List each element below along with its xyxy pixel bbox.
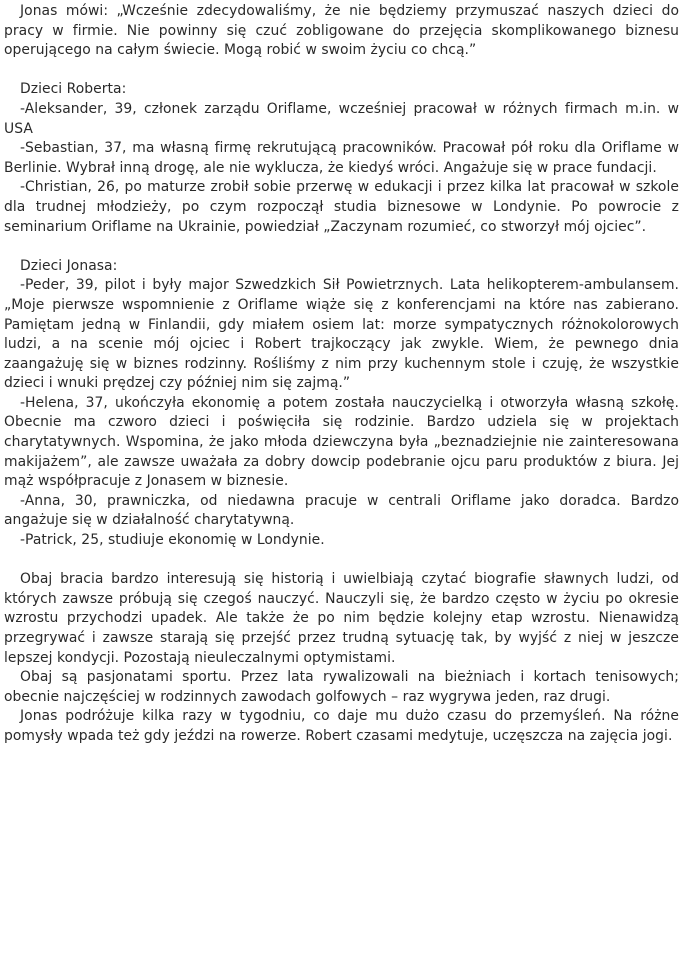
- paragraph-spacer: [4, 61, 679, 81]
- paragraph-sebastian: -Sebastian, 37, ma własną firmę rekrutującą pracowników. Pracował pół roku dla Oriflame w Berlinie. Wybrał inną drogę, ale nie wyklucza, że kiedyś wróci. Angażuje się w prace fundacji.: [4, 140, 679, 176]
- heading-robert-children: Dzieci Roberta:: [20, 81, 127, 98]
- paragraph-jonas-robert-habits: Jonas podróżuje kilka razy w tygodniu, co daje mu dużo czasu do przemyśleń. Na różne pomysły wpada też gdy jeździ na rowerze. Robert czasami medytuje, uczęszcza na zajęcia jogi.: [4, 708, 679, 744]
- paragraph-jonas-quote: Jonas mówi: „Wcześnie zdecydowaliśmy, że nie będziemy przymuszać naszych dzieci do pracy w firmie. Nie powinny się czuć zobligowane do przejęcia skomplikowanego biznesu operującego na całym świecie. Mogą robić w swoim życiu co chcą.”: [4, 3, 679, 59]
- paragraph-patrick: -Patrick, 25, studiuje ekonomię w Londynie.: [20, 532, 325, 549]
- paragraph-aleksander: -Aleksander, 39, członek zarządu Oriflame, wcześniej pracował w różnych firmach m.in. w USA: [4, 100, 679, 137]
- paragraph-brothers-sport: Obaj są pasjonatami sportu. Przez lata rywalizowali na bieżniach i kortach tenisowych; obecnie najczęściej w rodzinnych zawodach golfowych – raz wygrywa jeden, raz drugi.: [4, 669, 679, 705]
- paragraph-brothers-history: Obaj bracia bardzo interesują się historią i uwielbiają czytać biografie sławnych ludzi, od których zawsze próbują się czegoś nauczyć. Nauczyli się, że bardzo często w życiu po okresie wzrostu przychodzi upadek. Ale także że po nim będzie kolejny etap wzrostu. Nienawidzą przegrywać i zawsze starają się przejść przez trudną sytuację tak, by wyjść z niej w jeszcze lepszej kondycji. Pozostają nieuleczalnymi optymistami.: [4, 571, 679, 666]
- paragraph-spacer: [4, 237, 679, 257]
- heading-jonas-children: Dzieci Jonasa:: [20, 257, 118, 274]
- paragraph-spacer: [4, 551, 679, 571]
- paragraph-helena: -Helena, 37, ukończyła ekonomię a potem została nauczycielką i otworzyła własną szkołę. Obecnie ma czworo dzieci i poświęciła się rodzinie. Bardzo udziela się w projektach charytatywnych. Wspomina, że jako młoda dziewczyna była „beznadziejnie nie zainteresowana makijażem”, ale zawsze uważała za dobry dowcip podebranie ojcu paru produktów z biura. Jej mąż współpracuje z Jonasem w biznesie.: [4, 394, 679, 490]
- paragraph-christian: -Christian, 26, po maturze zrobił sobie przerwę w edukacji i przez kilka lat pracował w szkole dla trudnej młodzieży, po czym rozpoczął studia biznesowe w Londynie. Po powrocie z seminarium Oriflame na Ukrainie, powiedział „Zaczynam rozumieć, co stworzył mój ojciec”.: [4, 179, 679, 235]
- paragraph-peder: -Peder, 39, pilot i były major Szwedzkich Sił Powietrznych. Lata helikopterem-ambulansem. „Moje pierwsze wspomnienie z Oriflame wiąże się z konferencjami na które nas zabierano. Pamiętam jedną w Finlandii, gdy miałem osiem lat: morze sympatycznych różnokolorowych ludzi, a na scenie mój ojciec i Robert trajkoczący jak zwykle. Wiem, że pewnego dnia zaangażuję się w biznes rodzinny. Rośliśmy z nim przy kuchennym stole i czuję, że wszystkie dzieci i wnuki prędzej czy później nim się zajmą.”: [4, 277, 679, 392]
- paragraph-anna: -Anna, 30, prawniczka, od niedawna pracuje w centrali Oriflame jako doradca. Bardzo angażuje się w działalność charytatywną.: [4, 492, 679, 529]
